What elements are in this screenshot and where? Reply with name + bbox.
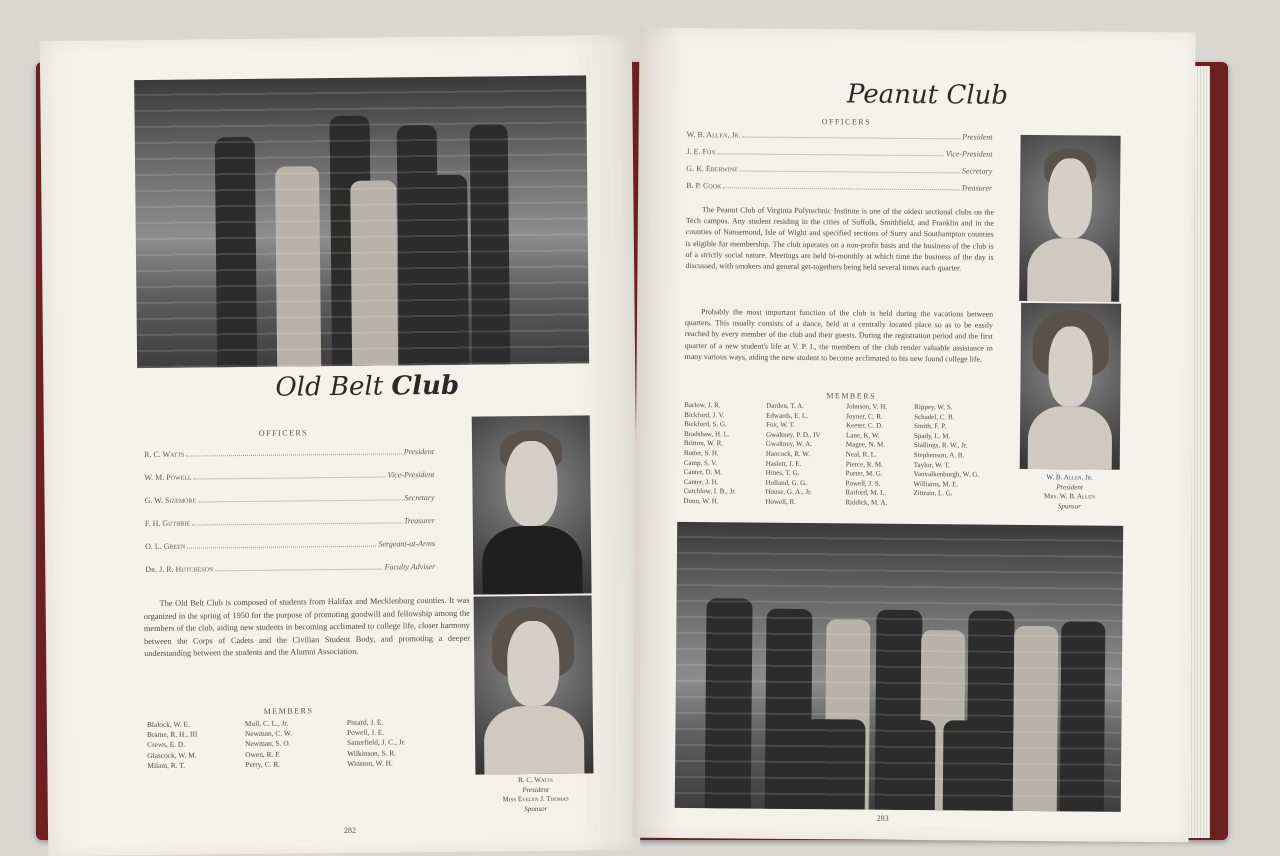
officer-row <box>686 181 992 193</box>
peanut-paragraph-2: Probably the most important function of the club is held during the vacations between quarters. This usually consists of a dance, held at a centrally located place so as to be easily reached by every member of the club and their guests. During the registration period and the first quarter of a new student's life at V. P. I., the members of the club render valuable assistance in many various ways, aiding the new student to become acclimated to his new found college life. <box>684 307 994 364</box>
members-column <box>683 401 736 507</box>
member-name: Rippey, W. S. <box>914 403 953 412</box>
member-name: Neal, R. L. <box>845 450 877 459</box>
peanut-club-title: Peanut Club <box>846 79 1009 111</box>
officer-name: G. K. Eberwine <box>686 164 738 174</box>
officer-name: G. W. Sizemore <box>144 495 197 506</box>
old-belt-group-photo <box>134 75 589 368</box>
member-name: Powell, J. S. <box>845 479 881 488</box>
officer-role: President <box>403 447 435 457</box>
right-page <box>632 28 1195 843</box>
right-portrait-caption <box>1019 473 1119 512</box>
member-name: Bickford, J. V. <box>684 410 725 419</box>
leader-dots <box>192 522 402 525</box>
member-name: Holland, G. G. <box>765 478 808 487</box>
officer-name: B. P. Cook <box>686 181 722 191</box>
officer-row <box>145 562 435 574</box>
member-name: Gwaltney, W. A. <box>765 440 812 449</box>
members-column <box>913 403 979 500</box>
member-name: Owen, R. F. <box>245 749 281 759</box>
caption-role-2: Sponsor <box>524 804 548 813</box>
officer-role: Vice-President <box>387 470 435 480</box>
officer-name: R. C. Watts <box>144 449 185 460</box>
member-name: Darden, T. A. <box>766 401 804 411</box>
members-column <box>765 402 820 508</box>
member-name: Milam, R. T. <box>147 760 186 770</box>
title-regular: Old Belt <box>275 371 392 403</box>
officer-row <box>686 164 992 176</box>
leader-dots <box>740 170 960 173</box>
left-page <box>40 35 641 856</box>
member-name: Pierce, R. M. <box>845 459 883 469</box>
member-name: Perry, C. R. <box>245 759 281 769</box>
member-name: Camp, S. V. <box>683 458 718 467</box>
member-name: Bickford, S. G. <box>684 420 727 429</box>
member-name: Gwaltney, P. D., IV <box>765 430 821 439</box>
peanut-members-heading: MEMBERS <box>826 391 877 401</box>
member-name: Cutchlow, I. B., Jr. <box>683 487 736 496</box>
member-name: Stephenson, A. B. <box>913 450 965 460</box>
member-name: Hines, T. G. <box>765 468 800 478</box>
member-name: Vanvalkenburgh, W. G. <box>913 470 980 479</box>
member-name: Newman, C. W. <box>244 728 293 739</box>
officer-role: Treasurer <box>403 516 435 526</box>
members-heading: MEMBERS <box>263 706 314 716</box>
caption-name-2: Miss Evelyn J. Thomas <box>502 794 569 804</box>
officer-row <box>144 447 434 459</box>
mrs-allen-portrait <box>1020 303 1121 470</box>
member-name: Raiford, M. L. <box>845 488 887 498</box>
members-column <box>245 719 293 771</box>
officer-role: Vice-President <box>945 149 993 159</box>
officer-name: J. E. Fox <box>686 147 716 157</box>
member-name: Stallings, R. W., Jr. <box>913 441 968 450</box>
member-name: Dunn, W. H. <box>683 496 719 506</box>
officer-role: Secretary <box>404 493 435 503</box>
member-name: Zittrain, L. G. <box>913 489 953 498</box>
member-name: Crews, E. D. <box>147 740 186 750</box>
member-name: Bradshaw, H. L. <box>683 429 730 439</box>
officer-role: Sergeant-at-Arms <box>378 539 436 549</box>
member-name: Barlow, J. R. <box>684 400 721 410</box>
peanut-members-list <box>683 401 1004 520</box>
member-name: Britton, W. R. <box>683 439 724 448</box>
officer-name: W. M. Powell <box>144 472 192 483</box>
officer-row <box>145 493 435 505</box>
member-name: Johnson, V. H. <box>846 402 888 411</box>
member-name: Lane, K. W. <box>845 431 880 440</box>
member-name: Williams, M. E. <box>913 479 959 489</box>
officer-name: Dr. J. R. Hutcheson <box>145 564 214 575</box>
officer-row <box>144 470 434 482</box>
watts-portrait <box>472 415 592 594</box>
leader-dots <box>743 136 961 139</box>
officer-row <box>686 147 992 159</box>
member-name: Haslett, J. E. <box>765 459 802 468</box>
member-name: Porter, M. G. <box>845 469 883 478</box>
left-portrait-caption <box>477 775 593 814</box>
officer-role: Treasurer <box>961 183 993 193</box>
officer-name: W. B. Allen, Jr. <box>686 130 741 140</box>
member-name: Spady, L. M. <box>913 431 951 441</box>
caption-name-2: Mrs. W. B. Allen <box>1044 492 1095 501</box>
peanut-paragraph-1: The Peanut Club of Virginia Polytechnic Institute is one of the oldest sectional clubs on the Tech campus. Any student residing in the cities of Suffolk, Smithfield, and Franklin and in the counties of Nansemond, Isle of Wight and specified sections of Surry and Southampton counties is eligible for membership. The club operates on a non-profit basis and the business of the club is of a strictly social nature. Meetings are held bi-monthly at which time the business of the day is discussed, with smokers and general get-togethers being held several times each quarter. <box>685 205 994 273</box>
members-column <box>147 720 198 772</box>
member-name: Mull, C. L., Jr. <box>244 718 289 729</box>
member-name: Edwards, E. L. <box>766 411 808 420</box>
old-belt-description: The Old Belt Club is composed of students from Halifax and Mecklenburg counties. It was organized in the spring of 1950 for the purpose of promoting goodwill and fellowship among the members of the club, aiding new students in becoming acclimated to college life, closer harmony between the Corps of Cadets and the Civilian Student Body, and promoting a deeper understanding between the students and the Alumni Association. <box>143 595 471 659</box>
right-page-number: 283 <box>876 813 889 823</box>
member-name: Schadel, C. B. <box>914 412 955 421</box>
officer-role: Faculty Adviser <box>384 562 436 572</box>
members-column <box>845 402 888 508</box>
peanut-officers-heading: OFFICERS <box>821 117 872 127</box>
caption-role-2: Sponsor <box>1057 501 1081 510</box>
member-name: Brame, R. H., III <box>146 729 198 740</box>
member-name: Smith, F. P. <box>914 422 947 431</box>
caption-name-1: W. B. Allen, Jr. <box>1046 473 1093 482</box>
leader-dots <box>187 453 402 456</box>
member-name: Canter, D. M. <box>683 468 723 477</box>
caption-name-1: R. C. Watts <box>518 775 553 785</box>
member-name: Joyner, C. R. <box>846 412 883 421</box>
caption-role-1: President <box>1056 482 1083 491</box>
old-belt-club-title <box>275 371 459 403</box>
leader-dots <box>723 187 959 190</box>
member-name: Taylor, W. T. <box>913 460 950 469</box>
title-bold: Club <box>391 370 460 402</box>
leader-dots <box>718 153 944 156</box>
leader-dots <box>215 569 382 572</box>
member-name: Butler, S. H. <box>683 448 719 458</box>
thomas-portrait <box>474 595 594 774</box>
leader-dots <box>198 499 402 502</box>
member-name: Winston, W. H. <box>347 758 393 768</box>
member-name: Howell, R. <box>765 497 796 506</box>
officer-role: Secretary <box>961 166 993 176</box>
leader-dots <box>187 546 376 549</box>
caption-role-1: President <box>522 785 549 794</box>
officer-row <box>145 539 435 551</box>
member-name: Canter, J. H. <box>683 477 719 487</box>
members-list <box>147 717 478 800</box>
member-name: Keeter, C. D. <box>846 421 883 430</box>
officer-row <box>145 516 435 528</box>
member-name: Riddick, M. A. <box>845 498 888 507</box>
member-name: Wilkinson, S. R. <box>347 748 397 758</box>
peanut-group-photo <box>675 522 1123 812</box>
member-name: Fox, W. T. <box>766 420 796 430</box>
officer-name: O. L. Green <box>145 541 186 552</box>
officer-name: F. H. Guthrie <box>144 518 191 529</box>
member-name: House, G. A., Jr. <box>765 488 812 497</box>
officer-role: President <box>962 132 993 142</box>
allen-portrait <box>1019 135 1120 302</box>
member-name: Newman, S. O. <box>245 738 291 749</box>
member-name: Powell, J. E. <box>346 727 385 738</box>
member-name: Glascock, W. M. <box>147 750 197 760</box>
officers-heading: OFFICERS <box>258 428 309 438</box>
officer-row <box>687 130 993 142</box>
leader-dots <box>194 477 386 480</box>
member-name: Hancock, R. W. <box>765 449 811 459</box>
left-page-number: 282 <box>343 825 357 835</box>
member-name: Magee, N. M. <box>845 440 886 450</box>
members-column <box>347 717 406 769</box>
member-name: Satterfield, J. C., Jr. <box>347 737 406 748</box>
member-name: Blalock, W. E. <box>146 719 190 730</box>
member-name: Pittard, J. E. <box>346 717 384 727</box>
